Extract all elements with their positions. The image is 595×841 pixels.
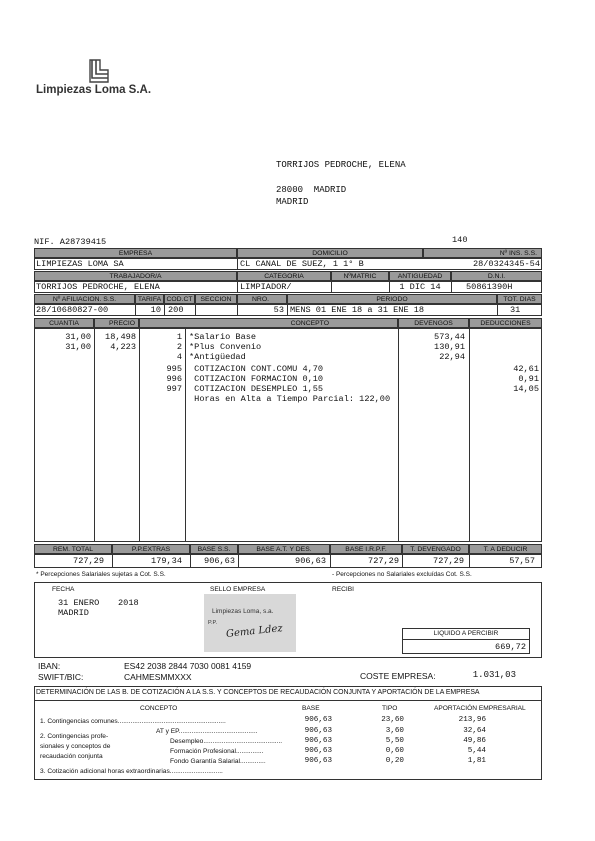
- header-t-deducir: T. A DEDUCIR: [469, 544, 542, 554]
- sub-fogasa: Fondo Garantía Salarial..............: [170, 758, 266, 765]
- det-tipo-2: 3,60: [385, 727, 404, 735]
- row-concepto: COTIZACION FORMACION 0,10: [189, 374, 324, 384]
- row-code: 996: [166, 374, 182, 384]
- row3-label: 3. Cotización adicional horas extraordinarias.............................: [40, 768, 223, 775]
- row-concepto: *Salario Base: [189, 332, 257, 342]
- total-base-at: 906,63: [295, 556, 326, 566]
- row-concepto: COTIZACION CONT.COMU 4,70: [189, 364, 324, 374]
- det-base-3: 906,63: [304, 737, 332, 745]
- signature: Gema Ldez: [225, 623, 284, 640]
- header-precio: PRECIO: [94, 318, 139, 328]
- det-tipo-4: 0,60: [385, 747, 404, 755]
- det-aport-4: 5,44: [467, 747, 486, 755]
- header-nro: NRO.: [237, 294, 287, 304]
- trabajador-name: TORRIJOS PEDROCHE, ELENA: [36, 282, 160, 292]
- company-logo-name: Limpiezas Loma S.A.: [36, 84, 152, 96]
- det-aport-1: 213,96: [458, 716, 486, 724]
- header-seccion: SECCION: [195, 294, 237, 304]
- header-antiguedad: ANTIGUEDAD: [389, 271, 451, 281]
- company-stamp: [204, 594, 296, 652]
- fecha-year: 2018: [118, 598, 139, 608]
- row2-label-c: recaudación conjunta: [40, 753, 103, 760]
- col-base: BASE: [302, 705, 320, 712]
- trabajador-antiguedad: 1 DIC 14: [399, 282, 441, 292]
- row2-label-b: sionales y conceptos de: [40, 743, 111, 750]
- stamp-pp: P.P.: [208, 620, 217, 626]
- header-base-irpf: BASE I.R.P.F.: [330, 544, 402, 554]
- empresa-domicilio: CL CANAL DE SUEZ, 1 1° B: [240, 259, 364, 269]
- recipient-city: 28000 MADRID: [276, 185, 347, 195]
- row-precio: 4,223: [110, 342, 136, 352]
- total-base-ss: 906,63: [204, 556, 235, 566]
- empresa-name: LIMPIEZAS LOMA SA: [36, 259, 124, 269]
- row-devengos: 573,44: [434, 332, 465, 342]
- sub-formacion: Formación Profesional...............: [170, 748, 264, 755]
- row-concepto: COTIZACION DESEMPLEO 1,55: [189, 384, 324, 394]
- det-base-5: 906,63: [304, 757, 332, 765]
- afiliacion-row: [34, 304, 542, 316]
- det-base-1: 906,63: [304, 716, 332, 724]
- header-tot-dias: TOT. DIAS: [497, 294, 542, 304]
- recipient-province: MADRID: [276, 197, 309, 207]
- logo-icon: [86, 58, 114, 84]
- iban-value: ES42 2038 2844 7030 0081 4159: [124, 661, 252, 671]
- row-precio: 18,498: [105, 332, 136, 342]
- conceptos-table: [34, 328, 542, 542]
- row-cuantia: 31,00: [65, 342, 91, 352]
- total-t-devengado: 727,29: [433, 556, 464, 566]
- det-base-2: 906,63: [304, 727, 332, 735]
- header-n-afiliacion: Nº AFILIACION. S.S.: [34, 294, 135, 304]
- row-concepto: Horas en Alta a Tiempo Parcial: 122,00: [189, 394, 391, 404]
- det-tipo-5: 0,20: [385, 757, 404, 765]
- determinacion-title: DETERMINACIÓN DE LAS B. DE COTIZACIÓN A LA S.S. Y CONCEPTOS DE RECAUDACIÓN CONJUNTA Y APORTACIÓN DE LA EMPRESA: [36, 689, 480, 696]
- empresa-n-ins-ss: 28/0324345-54: [472, 259, 540, 269]
- total-pp-extras: 179,34: [151, 556, 182, 566]
- header-pp-extras: P.P.EXTRAS: [112, 544, 190, 554]
- det-aport-2: 32,64: [463, 727, 486, 735]
- coste-value: 1.031,03: [472, 670, 516, 680]
- col-tipo: TIPO: [382, 705, 398, 712]
- row2-label-a: 2. Contingencias profe-: [40, 733, 109, 740]
- header-dni: D.N.I.: [451, 271, 542, 281]
- afiliacion-tot-dias: 31: [510, 305, 521, 315]
- row-code: 995: [166, 364, 182, 374]
- afiliacion-nro: 53: [273, 305, 284, 315]
- det-base-4: 906,63: [304, 747, 332, 755]
- row-code: 1: [176, 332, 182, 342]
- company-logo: [36, 58, 186, 98]
- fecha-day: 31 ENERO: [58, 598, 100, 608]
- header-rem-total: REM. TOTAL: [34, 544, 112, 554]
- stamp-company: Limpiezas Loma, s.a.: [212, 608, 274, 615]
- row-devengos: 130,91: [434, 342, 465, 352]
- total-rem-total: 727,29: [73, 556, 104, 566]
- afiliacion-tarifa: 10: [150, 305, 161, 315]
- note-salariales: * Percepciones Salariales sujetas a Cot. S.S.: [36, 571, 166, 578]
- coste-label: COSTE EMPRESA:: [360, 671, 436, 681]
- swift-label: SWIFT/BIC:: [38, 672, 84, 682]
- recibi-label: RECIBI: [332, 586, 354, 593]
- det-tipo-1: 23,60: [381, 716, 404, 724]
- header-base-at: BASE A.T. Y DES.: [238, 544, 330, 554]
- row-cuantia: 31,00: [65, 332, 91, 342]
- total-base-irpf: 727,29: [368, 556, 399, 566]
- header-tarifa: TARIFA: [135, 294, 164, 304]
- row-devengos: 22,94: [439, 352, 465, 362]
- row-concepto: *Antigüedad: [189, 352, 246, 362]
- col-concepto: CONCEPTO: [140, 705, 178, 712]
- row-deducciones: 0,91: [518, 374, 539, 384]
- liquido-label: LIQUIDO A PERCIBIR: [433, 630, 499, 637]
- row-deducciones: 14,05: [513, 384, 539, 394]
- header-n-matric: NºMATRIC: [331, 271, 389, 281]
- note-no-salariales: - Percepciones no Salariales excluídas Cot. S.S.: [332, 571, 472, 578]
- header-domicilio: DOMICILIO: [237, 248, 423, 258]
- header-cod-ct: COD.CT: [164, 294, 195, 304]
- col-aportacion: APORTACIÓN EMPRESARIAL: [434, 705, 526, 712]
- row1-label: 1. Contingencias comunes...........................................................: [40, 718, 226, 725]
- header-categoria: CATEGORIA: [237, 271, 331, 281]
- header-deducciones: DEDUCCIONES: [469, 318, 542, 328]
- recipient-name: TORRIJOS PEDROCHE, ELENA: [276, 160, 406, 170]
- nif: NIF. A28739415: [34, 237, 107, 247]
- sub-desempleo: Desempleo...........................................: [170, 738, 283, 745]
- row-code: 997: [166, 384, 182, 394]
- row-concepto: *Plus Convenio: [189, 342, 262, 352]
- total-t-deducir: 57,57: [509, 556, 535, 566]
- det-aport-5: 1,81: [467, 757, 486, 765]
- afiliacion-cod-ct: 200: [168, 305, 184, 315]
- header-periodo: PERIODO: [287, 294, 497, 304]
- header-concepto: CONCEPTO: [139, 318, 398, 328]
- swift-value: CAHMESMMXXX: [124, 672, 192, 682]
- fecha-city: MADRID: [58, 608, 89, 618]
- header-t-devengado: T. DEVENGADO: [402, 544, 469, 554]
- header-trabajador: TRABAJADOR/A: [34, 271, 237, 281]
- row-code: 2: [176, 342, 182, 352]
- fecha-label: FECHA: [52, 586, 75, 593]
- header-base-ss: BASE S.S.: [190, 544, 238, 554]
- afiliacion-number: 28/10680827-00: [36, 305, 109, 315]
- det-tipo-3: 5,50: [385, 737, 404, 745]
- header-cuantia: CUANTIA: [34, 318, 94, 328]
- sello-label: SELLO EMPRESA: [210, 586, 266, 593]
- header-devengos: DEVENGOS: [398, 318, 469, 328]
- trabajador-categoria: LIMPIADOR/: [240, 282, 292, 292]
- afiliacion-periodo: MENS 01 ENE 18 a 31 ENE 18: [290, 305, 425, 315]
- page-code: 140: [452, 235, 468, 245]
- header-empresa: EMPRESA: [34, 248, 237, 258]
- iban-label: IBAN:: [38, 661, 61, 671]
- sub-at: AT y EP...........................................: [156, 728, 258, 735]
- liquido-value: 669,72: [495, 642, 526, 652]
- trabajador-dni: 50861390H: [466, 282, 513, 292]
- det-aport-3: 49,86: [463, 737, 486, 745]
- header-n-ins-ss: Nº INS. S.S.: [423, 248, 542, 258]
- row-code: 4: [176, 352, 182, 362]
- row-deducciones: 42,61: [513, 364, 539, 374]
